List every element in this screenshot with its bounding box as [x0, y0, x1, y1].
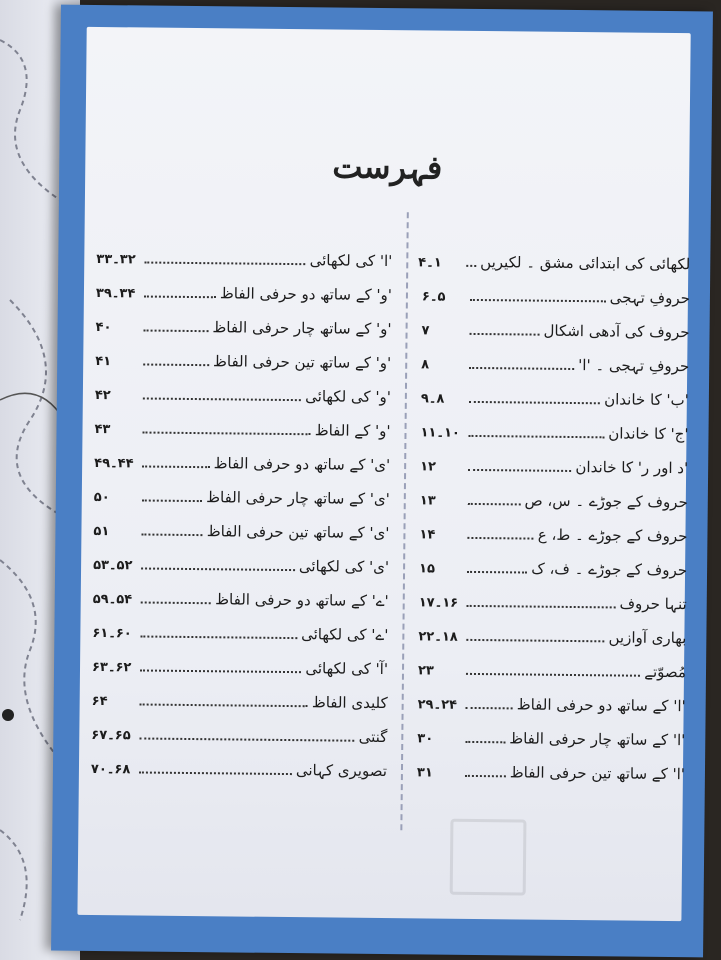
toc-entry-page: ۳۴۔۳۹: [95, 285, 136, 302]
toc-entry-page: ۳۲۔۳۳: [96, 251, 136, 268]
toc-entry: [420, 456, 688, 493]
toc-entry: [91, 759, 387, 796]
dot-leader: [144, 295, 216, 298]
toc-entry: [418, 592, 686, 629]
toc-entry-title: 'ی' کے ساتھ دو حرفی الفاظ: [213, 454, 391, 475]
dot-leader: [144, 329, 209, 332]
toc-right-column: [417, 252, 691, 799]
dot-leader: [142, 499, 202, 502]
toc-entry-title: 'ب' کا خاندان: [604, 390, 689, 410]
toc-entry-title: 'آ' کی لکھائی: [305, 659, 389, 679]
toc-entry: [417, 762, 685, 799]
toc-entry-title: 'ا' کے ساتھ چار حرفی الفاظ: [509, 729, 686, 750]
toc-entry-title: 'ی' کے ساتھ چار حرفی الفاظ: [206, 488, 390, 509]
dot-leader: [141, 533, 202, 536]
column-divider: [400, 212, 408, 830]
toc-entry: [95, 385, 391, 422]
dot-leader: [466, 707, 513, 709]
dot-leader: [466, 673, 640, 677]
toc-entry-title: 'و' کے الفاظ: [314, 421, 391, 441]
toc-entry-title: 'و' کے ساتھ تین حرفی الفاظ: [212, 352, 392, 373]
toc-entry-page: ۱۰۔۱۱: [420, 425, 460, 441]
toc-entry: [421, 388, 689, 425]
toc-entry: [420, 422, 688, 459]
dot-leader: [140, 635, 297, 639]
toc-entry-title: 'ی' کی لکھائی: [298, 557, 390, 577]
toc-entry: [419, 558, 687, 595]
toc-entry: [419, 524, 687, 561]
toc-entry-page: ۵۴۔۵۹: [92, 591, 133, 608]
toc-entry-page: ۱۲: [420, 459, 437, 475]
toc-entry-page: ۳۰: [417, 731, 434, 747]
toc-entry-page: ۶۴: [91, 693, 108, 710]
toc-entry: [94, 419, 390, 456]
toc-entry: [418, 252, 691, 289]
dot-leader: [466, 265, 476, 267]
toc-entry: [92, 589, 388, 626]
dot-leader: [467, 571, 527, 574]
dot-leader: [144, 261, 305, 265]
toc-entry-page: ۱۵: [419, 561, 436, 577]
page-content: [77, 27, 690, 921]
toc-entry-title: 'ے' کی لکھائی: [301, 625, 389, 645]
toc-entry: [96, 283, 392, 320]
toc-entry: [93, 555, 389, 592]
toc-entry-title: 'ی' کے ساتھ تین حرفی الفاظ: [206, 522, 390, 543]
toc-entry: [93, 521, 389, 558]
dot-leader: [468, 503, 521, 506]
toc-entry-title: 'و' کی لکھائی: [305, 387, 391, 407]
toc-entry-title: 'ج' کا خاندان: [608, 424, 689, 444]
toc-entry-page: ۱۸۔۲۲: [418, 629, 458, 645]
toc-entry-page: ۴۰: [95, 319, 112, 336]
toc-entry-title: حروف کے جوڑے ۔ ط، ع: [537, 525, 688, 546]
dot-leader: [142, 431, 310, 435]
dot-leader: [465, 741, 505, 743]
toc-entry: [418, 626, 686, 663]
toc-entry: [91, 691, 387, 728]
dot-leader: [141, 601, 212, 604]
dot-leader: [139, 771, 292, 775]
toc-entry: [94, 487, 390, 524]
toc-entry-title: کلیدی الفاظ: [311, 693, 388, 713]
dot-leader: [140, 669, 301, 673]
dot-leader: [140, 703, 308, 707]
toc-left-column: [91, 249, 393, 796]
toc-entry: [421, 354, 689, 391]
dot-leader: [469, 401, 600, 404]
toc-entry-page: ۲۳: [417, 663, 434, 679]
toc-entry-title: لکھائی کی ابتدائی مشق ۔ لکیریں: [480, 253, 691, 274]
dot-leader: [467, 605, 616, 609]
toc-entry: [91, 725, 387, 762]
toc-entry: [417, 694, 685, 731]
toc-entry-title: تصویری کہانی: [295, 761, 388, 781]
toc-entry-page: ۶۵۔۶۷: [91, 727, 131, 744]
dot-leader: [468, 469, 571, 472]
toc-entry-page: ۸۔۹: [420, 391, 445, 407]
toc-entry: [421, 320, 689, 357]
toc-entry-title: حروف کے جوڑے ۔ س، ص: [524, 491, 688, 512]
toc-entry: [94, 453, 390, 490]
toc-entry-page: ۵۰: [93, 489, 110, 506]
toc-entry: [95, 317, 391, 354]
toc-entry: [95, 351, 391, 388]
toc-entry-page: ۸: [421, 357, 430, 373]
toc-entry: [422, 286, 690, 323]
toc-entry: [418, 660, 686, 697]
toc-entry-title: بھاری آوازیں: [608, 628, 687, 648]
toc-page: [51, 5, 713, 958]
toc-entry-page: ۶۰۔۶۱: [92, 625, 132, 642]
dot-leader: [143, 397, 301, 401]
toc-entry: [92, 623, 388, 660]
dot-leader: [467, 537, 533, 540]
toc-entry-page: ۲۴۔۲۹: [417, 697, 458, 713]
faint-watermark: [450, 819, 527, 896]
toc-entry-page: ۱۶۔۱۷: [418, 595, 459, 611]
page-title: فہرست: [332, 147, 443, 187]
toc-entry-page: ۵۱: [93, 523, 110, 540]
dot-leader: [141, 567, 295, 571]
toc-entry-page: ۶۲۔۶۳: [91, 659, 132, 676]
toc-entry-title: 'ے' کے ساتھ دو حرفی الفاظ: [215, 590, 389, 611]
toc-entry-title: گنتی: [358, 727, 388, 747]
dot-leader: [143, 363, 209, 366]
toc-entry-page: ۱۴: [419, 527, 436, 543]
toc-entry-title: تنہا حروف: [619, 594, 687, 614]
toc-entry-page: ۵۔۶: [421, 289, 446, 305]
toc-entry: [96, 249, 392, 286]
toc-entry-page: ۱۳: [419, 493, 436, 509]
toc-entry: [417, 728, 685, 765]
toc-entry-page: ۵۲۔۵۳: [93, 557, 133, 574]
toc-entry-title: حروف کے جوڑے ۔ ف، ک: [531, 559, 688, 580]
toc-entry-page: ۴۲: [94, 387, 111, 404]
dot-leader: [470, 333, 540, 336]
toc-entry: [92, 657, 388, 694]
toc-entry-title: حروفِ تہجی: [609, 288, 691, 308]
dot-leader: [142, 465, 210, 468]
dot-leader: [465, 775, 506, 777]
toc-entry-page: ۶۸۔۷۰: [90, 761, 131, 778]
dot-leader: [469, 367, 574, 370]
toc-entry-title: 'د اور ر' کا خاندان: [575, 458, 689, 478]
toc-entry-title: مُصوّتے: [644, 662, 687, 682]
toc-entry-title: 'و' کے ساتھ دو حرفی الفاظ: [219, 284, 393, 305]
toc-entry-page: ۴۱: [95, 353, 112, 370]
toc-entry-title: 'ا' کے ساتھ تین حرفی الفاظ: [509, 763, 686, 784]
toc-entry-page: ۷: [421, 323, 430, 339]
toc-entry-page: ۴۳: [94, 421, 111, 438]
toc-entry-page: ۴۴۔۴۹: [94, 455, 134, 472]
toc-entry-title: 'ا' کی لکھائی: [309, 251, 393, 271]
toc-entry: [420, 490, 688, 527]
dot-leader: [468, 435, 604, 438]
toc-entry-title: 'ا' کے ساتھ دو حرفی الفاظ: [516, 695, 686, 716]
toc-entry-title: حروف کی آدھی اشکال: [543, 321, 690, 342]
toc-entry-title: حروفِ تہجی ۔ 'ا': [578, 356, 690, 376]
toc-entry-page: ۱۔۴: [418, 255, 442, 271]
toc-entry-title: 'و' کے ساتھ چار حرفی الفاظ: [212, 318, 392, 339]
dot-leader: [470, 299, 606, 302]
toc-entry-page: ۳۱: [416, 765, 433, 781]
dot-leader: [139, 737, 354, 741]
dot-leader: [466, 639, 604, 642]
